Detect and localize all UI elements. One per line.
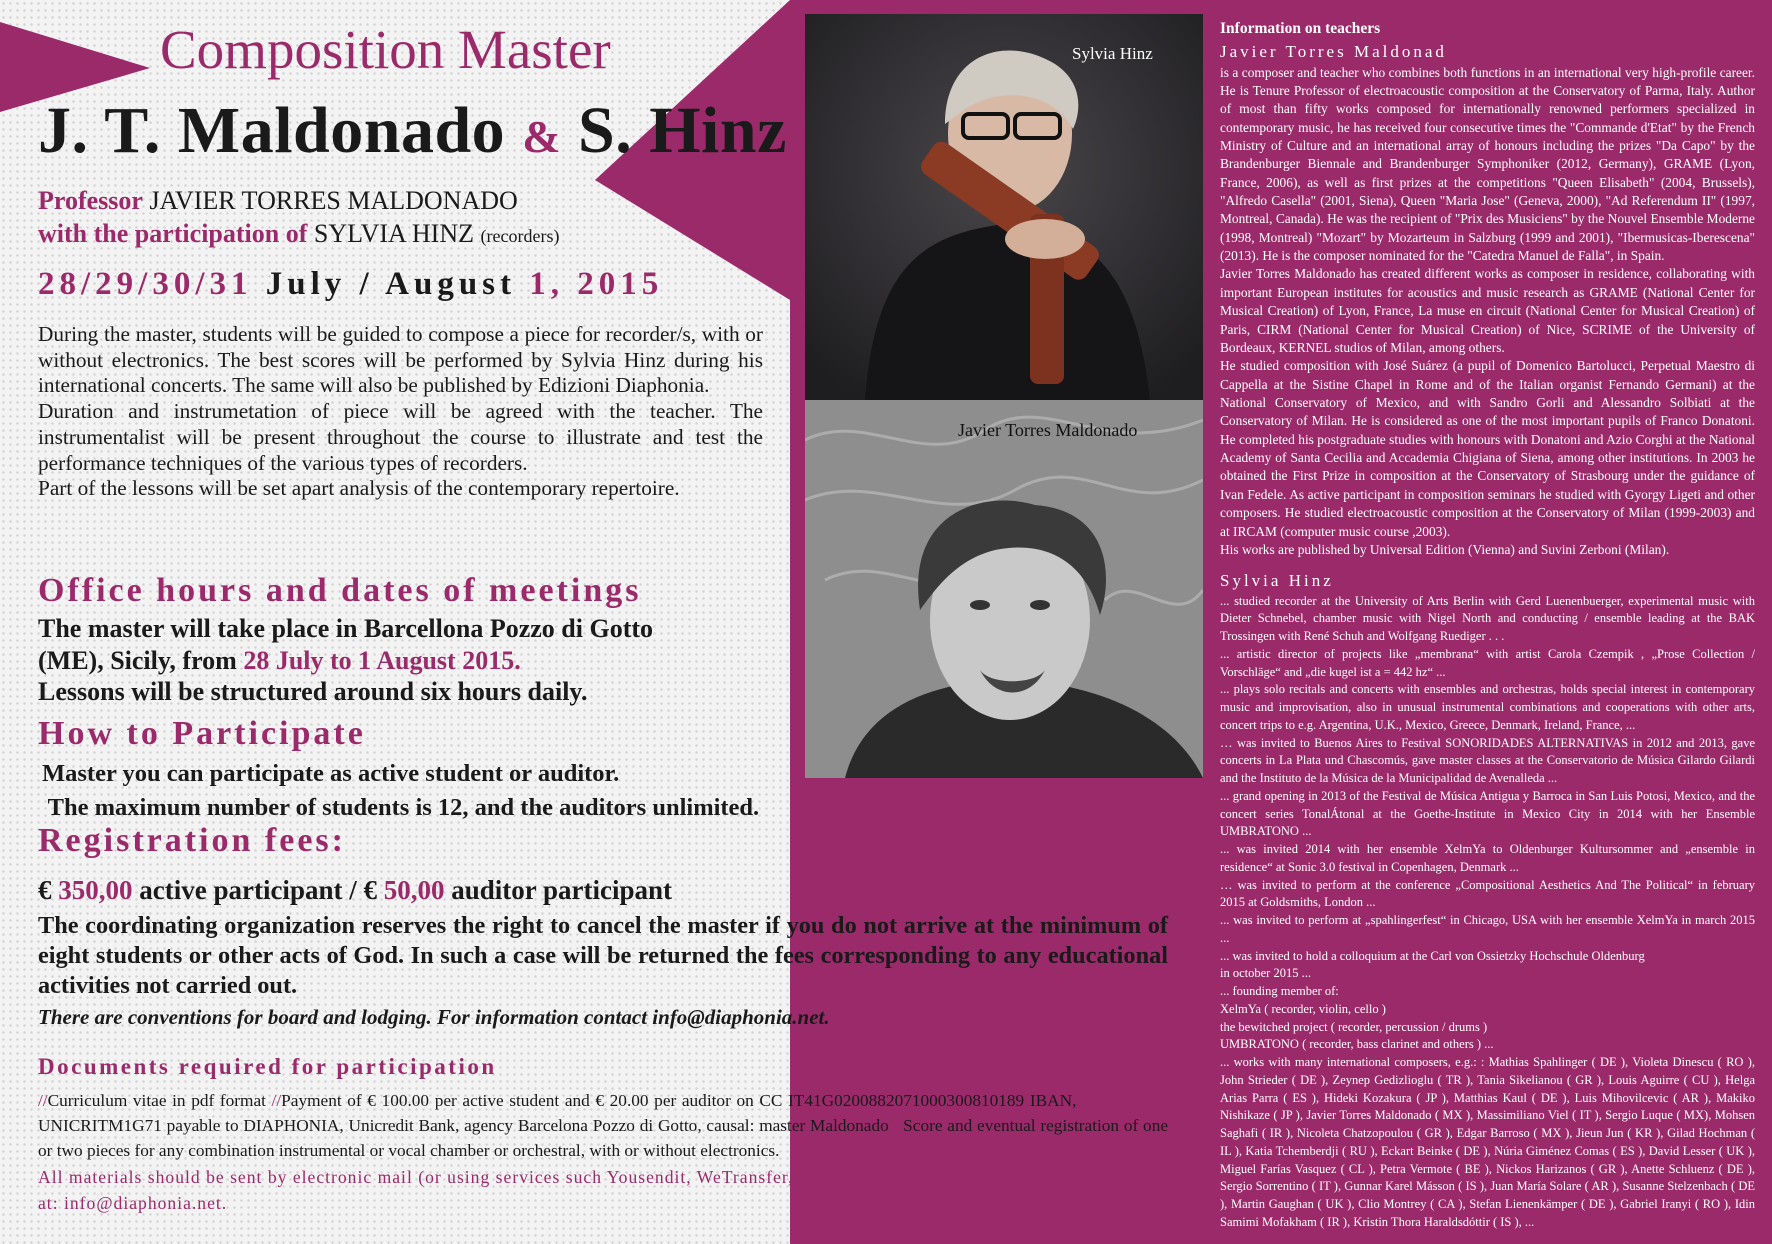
participant-name: SYLVIA HINZ <box>313 219 474 249</box>
participant-note: (recorders) <box>480 226 560 247</box>
document-item: Curriculum vitae in pdf format <box>47 1091 272 1110</box>
teacher-info <box>1220 18 1755 1232</box>
bio-paragraph: ... was invited to perform at „spahlingerfest“ in Chicago, USA with her ensemble XelmYa in march 2015 ... <box>1220 913 1755 945</box>
professor-line <box>38 184 559 251</box>
bio-paragraph: ... grand opening in 2013 of the Festival de Música Antigua y Barroca in San Luis Potosi, Mexico, and the concert series TonalÁtonal at the Goethe-Institute in Mexico City in 2014 with her Ensemble UMBRATONO ... <box>1220 788 1755 839</box>
description-paragraph: During the master, students will be guided to compose a piece for recorder/s, with or without electronics. The best scores will be performed by Sylvia Hinz during his international concerts. The same will also be published by Edizioni Diaphonia. <box>38 322 763 398</box>
photo-label: Javier Torres Maldonado <box>958 420 1138 440</box>
bio-paragraph: His works are published by Universal Edition (Vienna) and Suvini Zerboni (Milan). <box>1220 541 1670 557</box>
bio-paragraph: ... was invited 2014 with her ensemble XelmYa to Oldenburger Kultursommer and „ensemble in residence“ at Sonic 3.0 festival in Copenhagen, Denmark ... <box>1220 842 1755 874</box>
bio-paragraph: … was invited to perform at the conference „Compositional Aesthetics And The Political“ in february 2015 at Goldsmiths, London ... <box>1220 877 1755 910</box>
participate-line: The maximum number of students is 12, and the auditors unlimited. <box>42 793 760 821</box>
dates-months: July / August <box>252 266 530 302</box>
dates-year: 1, 2015 <box>529 266 664 302</box>
document-item: UNICRITM1G71 payable to DIAPHONIA, Unicredit Bank, agency Barcelona Pozzo di Gotto, causal: master Maldonado <box>38 1091 1177 1136</box>
bio-paragraph: ... founding member of: <box>1220 984 1339 998</box>
participate-heading: How to Participate <box>38 715 366 752</box>
teacher-name: Sylvia Hinz <box>1220 571 1334 591</box>
bio-paragraph: UMBRATONO ( recorder, bass clarinet and others ) ... <box>1220 1037 1494 1052</box>
description-paragraph: Duration and instrumetation of piece will be agreed with the teacher. The instrumentalist will be present throughout the course to illustrate and test the performance techniques of the various types of recorders. <box>38 399 763 475</box>
document-item: Score and eventual registration of one or two pieces for any combination instrumental or vocal chamber or orchestral, with or without electronics. <box>38 1116 1169 1161</box>
document-item: Payment of € 100.00 per active student and € 20.00 per auditor on CC IT41G0200882071000300810189 IBAN, <box>281 1091 1083 1110</box>
bio-paragraph: Javier Torres Maldonado has created different works as composer in residence, collaborating with important European institutes for acoustics and music research as GRAME (National Center for Musical Creation) of Lyon, France, La muse en circuit (National Center for Musical Creation) of Paris, CIRM (National Center for Musical Creation) of Nice, SCRIME of the University of Bordeaux, KERNEL studios of Milan, among others. <box>1220 266 1755 355</box>
participate-body <box>42 757 759 825</box>
office-body <box>38 613 653 708</box>
active-fee: 350,00 <box>58 875 133 905</box>
professor-name: JAVIER TORRES MALDONADO <box>149 186 518 215</box>
auditor-fee: 50,00 <box>383 875 445 905</box>
bio-paragraph: ... was invited to hold a colloquium at the Carl von Ossietzky Hochschule Oldenburg <box>1220 948 1645 963</box>
name-maldonado: J. T. Maldonado <box>38 94 506 167</box>
bio-paragraph: XelmYa ( recorder, violin, cello ) <box>1220 1001 1386 1016</box>
office-heading: Office hours and dates of meetings <box>38 572 642 609</box>
teacher-names <box>38 95 787 168</box>
submission-note: All materials should be sent by electronic mail (or using services such Yousendit, WeTransfer, or other similar) no later than May 31, 2015 at: info@diaphonia.net. <box>38 1167 1153 1213</box>
euro-sign: € <box>38 875 59 905</box>
dates-days: 28/29/30/31 <box>38 266 253 302</box>
fee-text: active participant / € <box>132 875 384 905</box>
separator: // <box>271 1091 282 1110</box>
separator: // <box>893 1116 904 1136</box>
registration-heading: Registration fees: <box>38 822 346 859</box>
portrait-sylvia-hinz <box>805 14 1203 400</box>
teacher-name: Javier Torres Maldonad <box>1220 42 1447 62</box>
cancellation-notice: The coordinating organization reserves the right to cancel the master if you do not arrive at the minimum of eight students or other acts of God. In such a case will be returned the fees corresponding to any educational activities not carried out. <box>38 912 1168 1000</box>
bio-paragraph: ... artistic director of projects like „membrana“ with artist Carola Czempik , „Prose Collection / Vorschläge“ and „die kugel ist a = 442 hz“ ... <box>1220 646 1755 679</box>
office-line: (ME), Sicily, from <box>38 645 244 675</box>
page-title: Composition Master <box>160 19 611 80</box>
documents-body <box>38 1088 1177 1163</box>
ampersand: & <box>522 111 562 162</box>
name-hinz: S. Hinz <box>578 94 787 167</box>
office-dates: 28 July to 1 August 2015. <box>243 645 521 675</box>
bio-paragraph: ... works with many international composers, e.g.: : Mathias Spahlinger ( DE ), Violeta Dinescu ( RO ), John Strieder ( DE ), Zeynep Gedizlioglu ( TR ), Tania Sikelianou ( GR ), Louis Aguirre ( CU ), Helga Arias Parra ( ES ), Hideki Kozakura ( JP ), Matthias Kaul ( DE ), Luis Mihovilcevic ( AR ), Makiko Nishikaze ( JP ), Javier Torres Maldonado ( MX ), Massimiliano Viel ( IT ), Sergio Luque ( MX), Mohsen Saghafi ( IR ), Nicoleta Chatzopoulou ( GR ), Edgar Barroso ( MX ), Jieun Jun ( KR ), Gilad Hochman ( IL ), Katia Tchemberdji ( RU ), Eckart Beinke ( DE ), Núria Giménez Comas ( ES ), David Lesser ( UK ), Miguel Farías Vasquez ( CL ), Petra Vermote ( BE ), Nickos Harizanos ( GR ), Anette Schluenz ( DE ), Sergio Sorrentino ( IT ), Gunnar Karel Másson ( IS ), Juan María Solare ( AR ), Susanne Stelzenbach ( DE ), Martin Gaughan ( UK ), Clio Montrey ( CA ), Stefan Lienenkämper ( DE ), Gabriel Iranyi ( RO ), Idin Samimi Mofakham ( IR ), Kristin Thora Haraldsdóttir ( IS ), ... <box>1220 1055 1755 1229</box>
separator: // <box>38 1091 48 1110</box>
bio-paragraph: in october 2015 ... <box>1220 966 1311 981</box>
info-heading: Information on teachers <box>1220 20 1381 37</box>
description-paragraph: Part of the lessons will be set apart analysis of the contemporary repertoire. <box>38 476 680 501</box>
fees-line <box>38 875 672 906</box>
office-line: Lessons will be structured around six hours daily. <box>38 677 588 707</box>
course-description <box>38 322 763 502</box>
bio-paragraph: He studied composition with José Suárez (a pupil of Domenico Bartolucci, Perpetual Maestro di Cappella at the Sistine Chapel in Rome and of the Italian organist Fernando Germani) at the National Conservatory of Mexico, and with Sandro Gorli and Alessandro Solbiati at the Conservatory of Milan. He is considered as one of the most important pupils of Franco Donatoni. He completed his postgraduate studies with honours with Donatoni and Azio Corghi at the National Academy of Santa Cecilia and Accademia Chigiana of Siena, among other institutions. In 2003 he obtained the First Prize in composition at the Conservatory of Strasbourg under the guidance of Ivan Fedele. As active participant in composition seminars he studied with Gyorgy Ligeti and other composers. He studied electroacoustic composition at the Conservatory of Milan (1999-2003) and at IRCAM (computer music course ,2003). <box>1220 358 1755 539</box>
photo-sylvia-hinz <box>805 14 1203 400</box>
bio-paragraph: ... studied recorder at the University of Arts Berlin with Gerd Luenenbuerger, experimental music with Dieter Schnebel, chamber music with Nigel North and conducting / ensemble leading at the BAK Trossingen with René Schuh and Wolfgang Ruediger . . . <box>1220 593 1755 643</box>
participate-line: Master you can participate as active student or auditor. <box>42 760 620 787</box>
professor-label: Professor <box>38 186 143 215</box>
office-line: The master will take place in Barcellona Pozzo di Gotto <box>38 614 654 643</box>
documents-heading: Documents required for participation <box>38 1054 497 1079</box>
bio-paragraph: ... plays solo recitals and concerts with ensembles and orchestras, holds special interest in contemporary music and improvisation, also in unusual instrumental combinations and cooperations with other arts, concert trips to e.g. Argentina, U.K., Mexico, Greece, Denmark, Ireland, France, ... <box>1220 682 1755 732</box>
portrait-javier-torres-maldonado <box>805 400 1203 778</box>
fee-text: auditor participant <box>444 875 672 905</box>
conventions-note: There are conventions for board and lodging. For information contact info@diaphonia.net. <box>38 1005 830 1029</box>
course-dates <box>38 266 663 303</box>
photo-javier-torres-maldonado <box>805 400 1203 778</box>
bio-paragraph: the bewitched project ( recorder, percussion / drums ) <box>1220 1019 1488 1034</box>
participation-label: with the participation of <box>38 219 308 249</box>
bic-label: BIC SWIFT <box>1082 1091 1168 1110</box>
photo-label: Sylvia Hinz <box>1072 44 1153 63</box>
bio-paragraph: … was invited to Buenos Aires to Festival SONORIDADES ALTERNATIVAS in 2012 and 2013, gave concerts in La Plata und Chascomús, gave master classes at the Conservatorio de Música Gilardo Gilardi and the Instituto de la Música de la Municipalidad de Avenalleda ... <box>1220 735 1755 785</box>
bio-paragraph: is a composer and teacher who combines both functions in an international very high-profile career. He is Tenure Professor of electroacoustic composition at the Conservatory of Parma, Italy. Author of most than fifty works composed for internationally renowned performers specialized in contemporary music, he has received four consecutive times the "Commande d'Etat" by the French Ministry of Culture and an international array of honours including the prizes "Da Capo" by the Brandenburger Biennale and Brandenburger Symphoniker (2012, Germany), GRAME (Lyon, France, 2006), as well as first prizes at the competitions "Queen Elisabeth" (2004, Brussels), "Alfredo Casella" (2001, Siena), Queen "Maria Jose" (Geneva, 2000), "Ad Referendum II" (1997, Montreal, Canada). He was the recipient of "Prix des Musiciens" by the Nouvel Ensemble Moderne (1998, Montreal) "Mozart" by Mozarteum in Salzburg (1999 and 2001), "Ibermusicas-Iberescena" (2013). He is the composer nominated for the "Catedra Manuel de Falla", in Spain. <box>1220 64 1755 264</box>
